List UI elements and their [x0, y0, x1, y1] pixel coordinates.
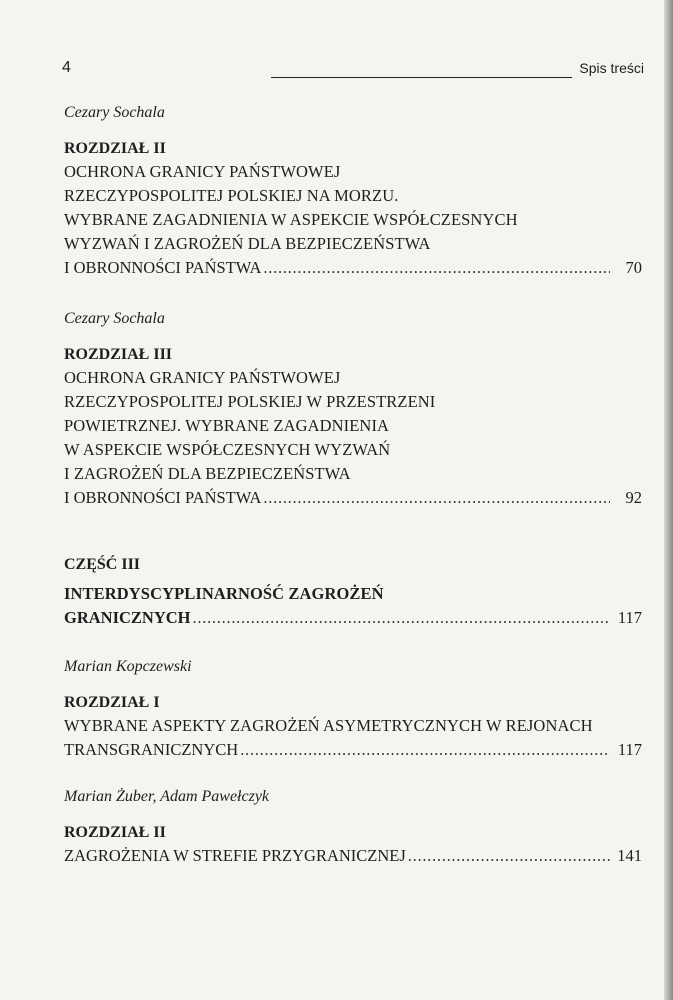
entry-last-line[interactable] — [64, 606, 642, 630]
running-head: Spis treści — [579, 60, 644, 76]
entry-page-number: 92 — [625, 488, 642, 507]
entry-page-number: 70 — [625, 258, 642, 277]
toc-entry — [64, 786, 642, 868]
dot-leader — [240, 738, 610, 762]
entry-title-line: W ASPEKCIE WSPÓŁCZESNYCH WYZWAŃ — [64, 440, 391, 459]
dot-leader — [263, 256, 610, 280]
entry-label: ROZDZIAŁ I — [64, 694, 160, 711]
entry-author: Marian Kopczewski — [64, 658, 192, 675]
entry-title-line: I OBRONNOŚCI PAŃSTWA — [64, 258, 262, 277]
entry-title-line: WYBRANE ASPEKTY ZAGROŻEŃ ASYMETRYCZNYCH W REJONACH — [64, 716, 593, 735]
dot-leader — [408, 844, 610, 868]
entry-last-line[interactable] — [64, 256, 642, 280]
dot-leader — [263, 486, 610, 510]
entry-title-line: I ZAGROŻEŃ DLA BEZPIECZEŃSTWA — [64, 464, 351, 483]
entry-title-line: RZECZYPOSPOLITEJ POLSKIEJ NA MORZU. — [64, 186, 399, 205]
entry-last-line[interactable] — [64, 844, 642, 868]
entry-title-line: WYZWAŃ I ZAGROŻEŃ DLA BEZPIECZEŃSTWA — [64, 234, 431, 253]
part-title-line: INTERDYSCYPLINARNOŚĆ ZAGROŻEŃ — [64, 584, 384, 603]
entry-page-number: 117 — [617, 608, 642, 627]
header-rule — [271, 77, 572, 78]
toc-part — [64, 554, 642, 630]
entry-page-number: 117 — [617, 740, 642, 759]
entry-author: Cezary Sochala — [64, 104, 165, 121]
entry-title-line: ZAGROŻENIA W STREFIE PRZYGRANICZNEJ — [64, 846, 406, 865]
entry-title-line: TRANSGRANICZNYCH — [64, 740, 239, 759]
entry-last-line[interactable] — [64, 738, 642, 762]
toc-entry — [64, 102, 642, 280]
entry-title-line: OCHRONA GRANICY PAŃSTWOWEJ — [64, 368, 341, 387]
entry-title-line: RZECZYPOSPOLITEJ POLSKIEJ W PRZESTRZENI — [64, 392, 436, 411]
toc-entry — [64, 308, 642, 510]
entry-title-line: WYBRANE ZAGADNIENIA W ASPEKCIE WSPÓŁCZESNYCH — [64, 210, 518, 229]
entry-title-line: POWIETRZNEJ. WYBRANE ZAGADNIENIA — [64, 416, 390, 435]
entry-last-line[interactable] — [64, 486, 642, 510]
entry-author: Cezary Sochala — [64, 310, 165, 327]
part-label: CZĘŚĆ III — [64, 556, 141, 573]
entry-title-line: OCHRONA GRANICY PAŃSTWOWEJ — [64, 162, 341, 181]
entry-author: Marian Żuber, Adam Pawełczyk — [64, 788, 270, 805]
part-title-line: GRANICZNYCH — [64, 608, 191, 627]
entry-title-line: I OBRONNOŚCI PAŃSTWA — [64, 488, 262, 507]
entry-page-number: 141 — [617, 846, 642, 865]
entry-label: ROZDZIAŁ III — [64, 346, 173, 363]
dot-leader — [193, 606, 610, 630]
entry-label: ROZDZIAŁ II — [64, 824, 166, 841]
entry-label: ROZDZIAŁ II — [64, 140, 166, 157]
toc-entry — [64, 656, 642, 762]
page-edge — [664, 0, 673, 1000]
page-number: 4 — [62, 59, 71, 76]
running-header — [62, 55, 644, 81]
